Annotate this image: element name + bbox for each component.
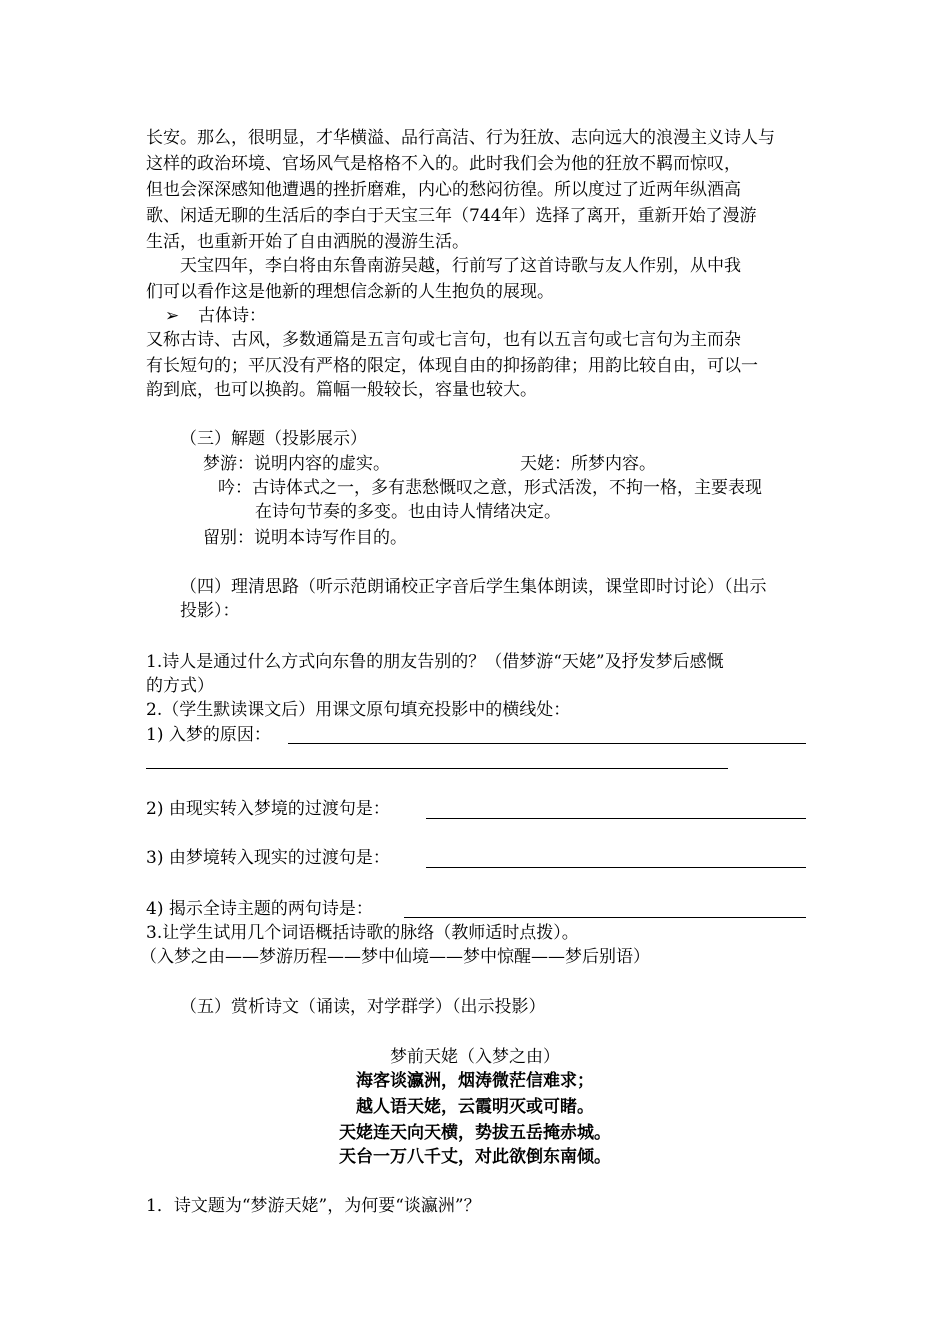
section4-q1-line-1: 1.诗人是通过什么方式向东鲁的朋友告别的？（借梦游“天姥”及抒发梦后感慨 [146,652,724,672]
section3-mengyou: 梦游：说明内容的虚实。 [203,454,390,474]
fill-in-line-2[interactable] [426,818,806,819]
section4-heading-line-1: （四）理清思路（听示范朗诵校正字音后学生集体朗读，课堂即时讨论）（出示 [180,577,767,597]
intro-line-1: 长安。那么，很明显，才华横溢、品行高洁、行为狂放、志向远大的浪漫主义诗人与 [146,128,775,148]
section3-yin-line-1: 吟：古诗体式之一，多有悲愁慨叹之意，形式活泼，不拘一格，主要表现 [218,478,762,498]
section5-heading: （五）赏析诗文（诵读，对学群学）（出示投影） [180,997,546,1017]
intro-para2-line-2: 们可以看作这是他新的理想信念新的人生抱负的展现。 [146,282,554,302]
section4-blank3-label: 3) 由梦境转入现实的过渡句是： [146,848,390,868]
section4-blank2-label: 2) 由现实转入梦境的过渡句是： [146,799,390,819]
poem-title: 梦前天姥（入梦之由） [390,1047,560,1067]
section4-heading-line-2: 投影）： [180,601,240,621]
fill-in-line-4[interactable] [404,917,806,918]
fill-in-line-1b[interactable] [146,768,728,769]
intro-line-4: 歌、闲适无聊的生活后的李白于天宝三年（744年）选择了离开，重新开始了漫游 [146,206,757,226]
intro-line-2: 这样的政治环境、官场风气是格格不入的。此时我们会为他的狂放不羁而惊叹， [146,154,741,174]
poem-line-3: 天姥连天向天横，势拔五岳掩赤城。 [339,1123,611,1143]
section4-q3-answer: （入梦之由——梦游历程——梦中仙境——梦中惊醒——梦后别语） [140,947,650,967]
intro-line-3: 但也会深深感知他遭遇的挫折磨难，内心的愁闷彷徨。所以度过了近两年纵酒高 [146,180,741,200]
guti-heading: 古体诗： [198,306,266,326]
guti-line-2: 有长短句的；平仄没有严格的限定，体现自由的抑扬韵律；用韵比较自由，可以一 [146,356,758,376]
poem-line-4: 天台一万八千丈，对此欲倒东南倾。 [339,1147,611,1167]
bullet-arrow-icon: ➢ [165,306,180,326]
section3-liubie: 留别：说明本诗写作目的。 [203,528,407,548]
section4-q1-line-2: 的方式） [146,676,214,696]
section3-yin-line-2: 在诗句节奏的多变。也由诗人情绪决定。 [255,502,561,522]
section4-blank4-label: 4) 揭示全诗主题的两句诗是： [146,899,373,919]
guti-line-1: 又称古诗、古风，多数通篇是五言句或七言句，也有以五言句或七言句为主而杂 [146,330,741,350]
fill-in-line-3[interactable] [426,867,806,868]
section3-heading: （三）解题（投影展示） [180,429,367,449]
section4-q3: 3.让学生试用几个词语概括诗歌的脉络（教师适时点拨）。 [146,923,579,943]
section3-tianmu: 天姥：所梦内容。 [520,454,656,474]
fill-in-line-1a[interactable] [288,743,806,744]
section4-blank1-label: 1) 入梦的原因： [146,725,271,745]
section4-q2: 2.（学生默读课文后）用课文原句填充投影中的横线处： [146,700,571,720]
poem-line-2: 越人语天姥，云霞明灭或可睹。 [356,1097,594,1117]
section5-question: 1．诗文题为“梦游天姥”，为何要“谈瀛洲”？ [146,1196,481,1216]
intro-para2-line-1: 天宝四年，李白将由东鲁南游吴越，行前写了这首诗歌与友人作别，从中我 [180,256,741,276]
guti-line-3: 韵到底，也可以换韵。篇幅一般较长，容量也较大。 [146,380,537,400]
poem-line-1: 海客谈瀛洲，烟涛微茫信难求； [356,1071,594,1091]
intro-line-5: 生活，也重新开始了自由洒脱的漫游生活。 [146,232,469,252]
